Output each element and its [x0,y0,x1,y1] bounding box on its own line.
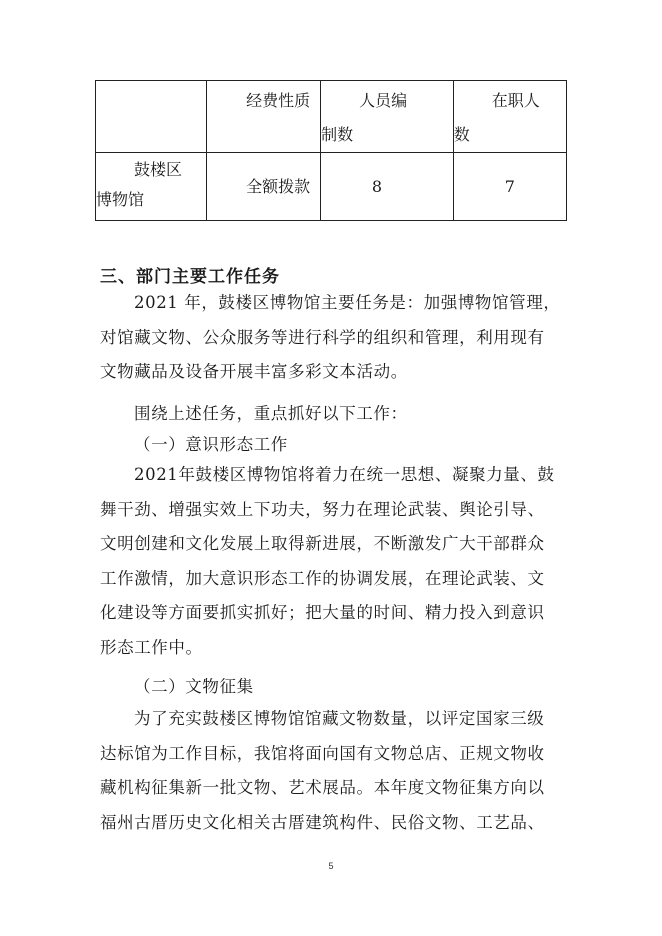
intro-line: 2021 年，鼓楼区博物馆主要任务是：加强博物馆管理， [134,293,561,312]
staff-info-table [95,80,567,221]
task-intro: 围绕上述任务，重点抓好以下工作： [134,404,408,423]
ideology-line: 2021年鼓楼区博物馆将着力在统一思想、凝聚力量、鼓 [134,465,555,484]
section-heading: 三、部门主要工作任务 [100,267,280,287]
page-number: 5 [328,861,334,871]
collection-line: 福州古厝历史文化相关古厝建筑构件、民俗文物、工艺品、 [100,812,545,832]
header-cell-funding-type: 经费性质 [207,81,321,153]
intro-paragraph [100,286,568,390]
collection-line: 达标馆为工作目标，我馆将面向国有文物总店、正规文物收 [100,743,545,763]
header-cell-staff-actual: 在职人 数 [453,81,566,153]
ideology-paragraph [100,458,568,665]
subsection-title-collection: （二）文物征集 [134,677,254,696]
staff-actual-cell: 7 [453,153,566,221]
header-cell-empty [96,81,207,153]
ideology-line: 舞干劲、增强实效上下功夫，努力在理论武装、舆论引导、 [100,499,545,519]
ideology-line: 文明创建和文化发展上取得新进展，不断激发广大干部群众 [100,534,545,553]
ideology-line: 化建设等方面要抓实抓好；把大量的时间、精力投入到意识 [100,603,545,622]
collection-paragraph [100,702,568,840]
subsection-title-ideology: （一）意识形态工作 [134,435,288,454]
unit-name-cell: 鼓楼区 博物馆 [96,153,207,221]
ideology-line: 工作激情，加大意识形态工作的协调发展，在理论武装、文 [100,568,545,588]
header-cell-staff-quota: 人员编 制数 [321,81,454,153]
table-row [96,153,567,221]
intro-line: 文物藏品及设备开展丰富多彩文本活动。 [100,362,408,381]
intro-line: 对馆藏文物、公众服务等进行科学的组织和管理，利用现有 [100,327,545,347]
collection-line: 藏机构征集新一批文物、艺术展品。本年度文物征集方向以 [100,778,545,797]
funding-cell: 全额拨款 [207,153,321,221]
table-header-row [96,81,567,153]
ideology-line: 形态工作中。 [100,637,203,657]
staff-quota-cell: 8 [321,153,454,221]
collection-line: 为了充实鼓楼区博物馆馆藏文物数量，以评定国家三级 [134,709,545,728]
